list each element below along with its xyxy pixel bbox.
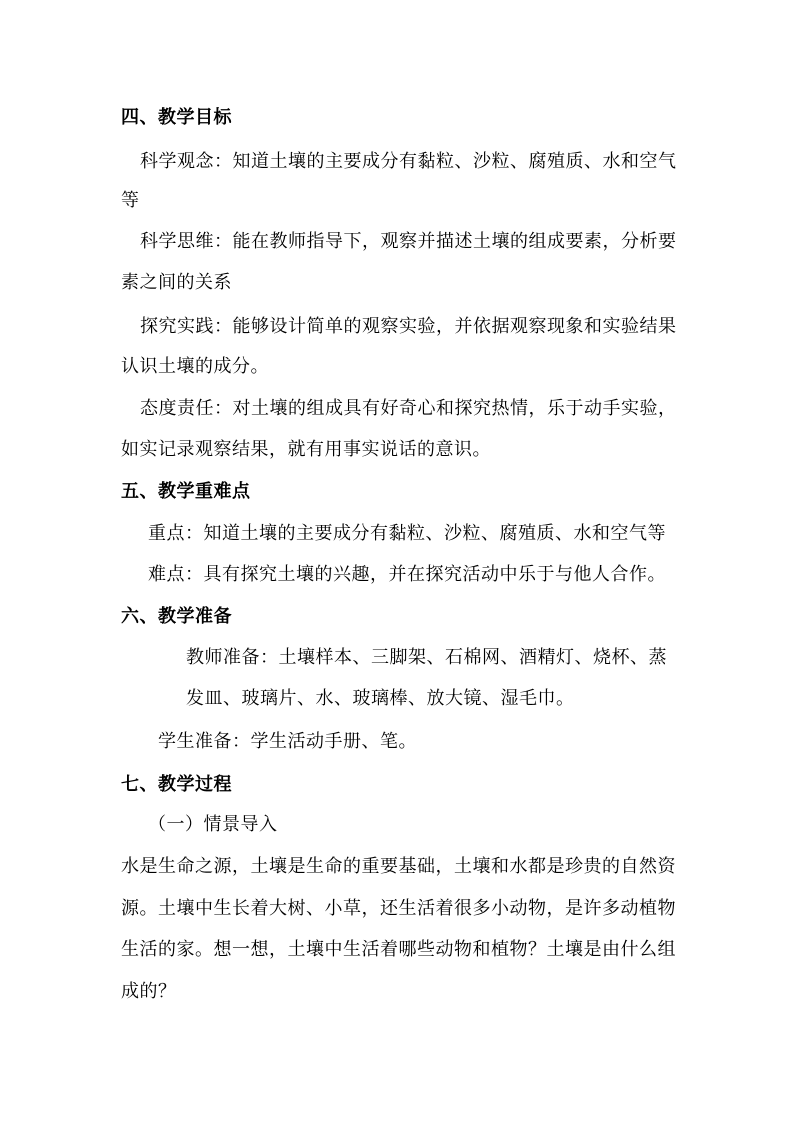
- heading-key-points: 五、教学重难点: [121, 481, 251, 502]
- key-point-line: 重点：知道土壤的主要成分有黏粒、沙粒、腐殖质、水和空气等: [148, 523, 666, 544]
- process-line: 源。土壤中生长着大树、小草，还生活着很多小动物，是许多动植物: [121, 898, 676, 919]
- goal-line: 探究实践：能够设计简单的观察实验，并依据观察现象和实验结果: [140, 316, 677, 337]
- process-line: 成的？: [121, 981, 177, 1002]
- process-line: 水是生命之源，土壤是生命的重要基础，土壤和水都是珍贵的自然资: [121, 856, 676, 877]
- heading-preparation: 六、教学准备: [121, 606, 232, 627]
- preparation-line: 教师准备：土壤样本、三脚架、石棉网、酒精灯、烧杯、蒸: [186, 647, 667, 668]
- heading-teaching-goals: 四、教学目标: [121, 107, 232, 128]
- preparation-line: 发皿、玻璃片、水、玻璃棒、放大镜、湿毛巾。: [186, 688, 575, 709]
- goal-line: 如实记录观察结果，就有用事实说话的意识。: [121, 439, 491, 460]
- goal-line: 认识土壤的成分。: [121, 356, 269, 377]
- goal-line: 科学思维：能在教师指导下，观察并描述土壤的组成要素，分析要: [140, 231, 677, 252]
- key-point-line: 难点：具有探究土壤的兴趣，并在探究活动中乐于与他人合作。: [148, 564, 666, 585]
- preparation-line: 学生准备：学生活动手册、笔。: [158, 731, 417, 752]
- process-line: 生活的家。想一想，土壤中生活着哪些动物和植物？土壤是由什么组: [121, 939, 676, 960]
- goal-line: 等: [121, 190, 140, 211]
- goal-line: 科学观念：知道土壤的主要成分有黏粒、沙粒、腐殖质、水和空气: [140, 151, 677, 172]
- goal-line: 态度责任：对土壤的组成具有好奇心和探究热情，乐于动手实验，: [140, 398, 677, 419]
- goal-line: 素之间的关系: [121, 272, 232, 293]
- heading-process: 七、教学过程: [121, 774, 232, 795]
- subheading-scenario-intro: （一）情景导入: [148, 814, 278, 835]
